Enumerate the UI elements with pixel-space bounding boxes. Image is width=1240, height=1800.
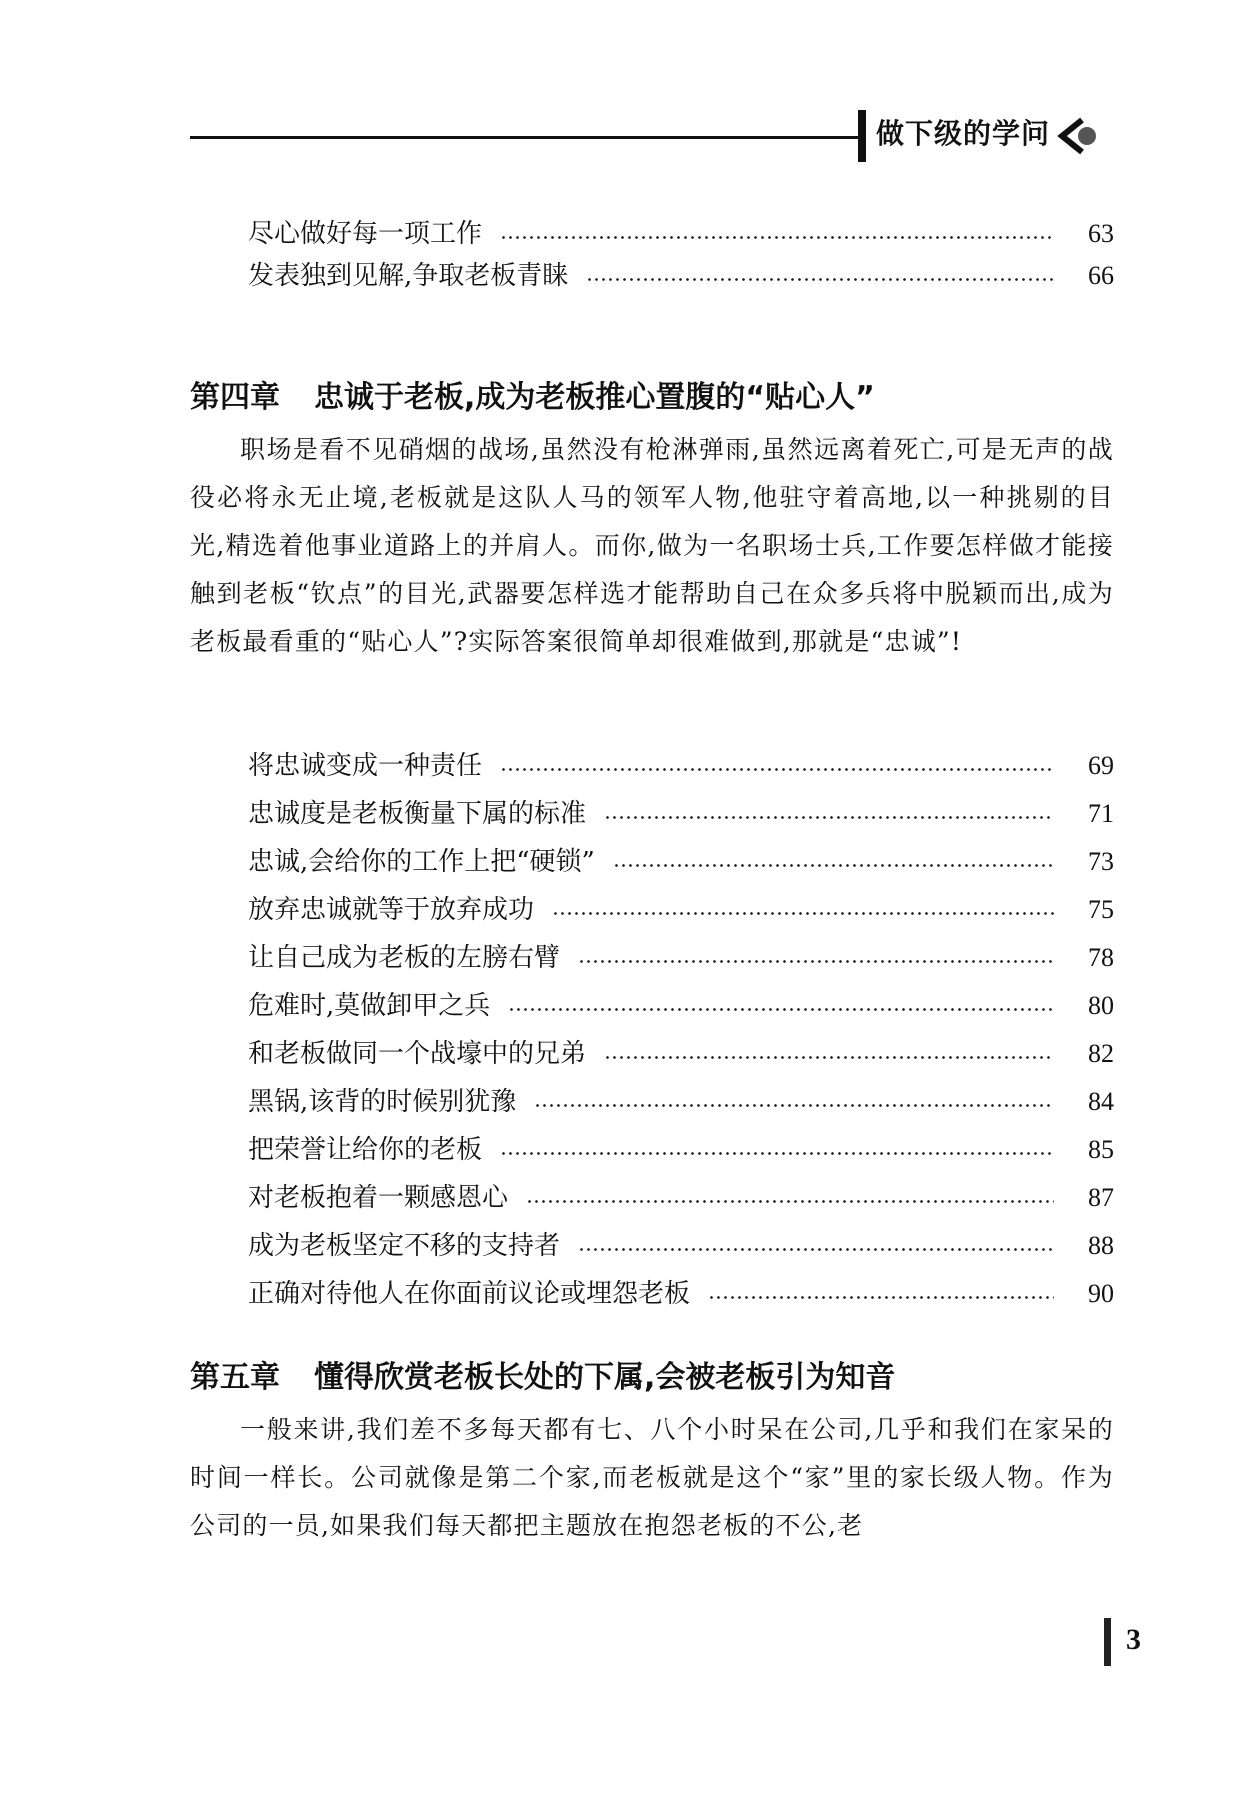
toc-leader-dots (613, 864, 1054, 867)
toc-leader-dots (578, 960, 1054, 963)
toc-entry-title: 对老板抱着一颗感恩心 (248, 1183, 509, 1213)
toc-entry-title: 将忠诚变成一种责任 (248, 751, 483, 781)
header-rule (190, 136, 858, 139)
toc-entry-page: 84 (1088, 1087, 1114, 1116)
chevron-ornament-icon (1054, 116, 1100, 156)
toc-leader-dots (586, 278, 1054, 281)
toc-leader-dots (578, 1248, 1054, 1251)
toc-leader-dots (526, 1200, 1054, 1203)
toc-entry-title: 黑锅,该背的时候别犹豫 (248, 1087, 517, 1117)
chapter-4-heading[interactable] (190, 376, 875, 420)
toc-entry-title: 忠诚,会给你的工作上把“硬锁” (248, 847, 595, 877)
chapter-number: 第四章 (190, 380, 280, 415)
toc-entry-page: 71 (1088, 799, 1114, 828)
book-title: 做下级的学问 (876, 117, 1051, 150)
toc-entry-title: 尽心做好每一项工作 (248, 219, 483, 249)
chapter-4-intro: 职场是看不见硝烟的战场,虽然没有枪淋弹雨,虽然远离着死亡,可是无声的战役必将永无止境,老板就是这队人马的领军人物,他驻守着高地,以一种挑剔的目光,精选着他事业道路上的并肩人。而你,做为一名职场士兵,工作要怎样做才能接触到老板“钦点”的目光,武器要怎样选才能帮助自己在众多兵将中脱颖而出,成为老板最看重的“贴心人”?实际答案很简单却很难做到,那就是“忠诚”! (190, 435, 1114, 656)
toc-leader-dots (534, 1104, 1054, 1107)
footer-bar (1104, 1618, 1111, 1666)
toc-entry-title: 和老板做同一个战壕中的兄弟 (248, 1039, 587, 1069)
toc-entry[interactable] (248, 986, 1114, 1026)
toc-entry-title: 把荣誉让给你的老板 (248, 1135, 483, 1165)
toc-entry-title: 忠诚度是老板衡量下属的标准 (248, 799, 587, 829)
toc-leader-dots (708, 1296, 1054, 1299)
toc-entry[interactable] (248, 1274, 1114, 1314)
chapter-title: 懂得欣赏老板长处的下属,会被老板引为知音 (314, 1360, 896, 1395)
chapter-title: 忠诚于老板,成为老板推心置腹的“贴心人” (314, 380, 875, 415)
toc-leader-dots (508, 1008, 1054, 1011)
toc-entry[interactable] (248, 1130, 1114, 1170)
toc-leader-dots (604, 1056, 1054, 1059)
toc-entry-title: 发表独到见解,争取老板青睐 (248, 261, 569, 291)
toc-entry-title: 放弃忠诚就等于放弃成功 (248, 895, 535, 925)
toc-entry[interactable] (248, 256, 1114, 296)
toc-entry[interactable] (248, 890, 1114, 930)
toc-entry-page: 90 (1088, 1279, 1114, 1308)
toc-entry[interactable] (248, 938, 1114, 978)
page-number: 3 (1126, 1623, 1141, 1656)
toc-entry-page: 78 (1088, 943, 1114, 972)
chapter-number: 第五章 (190, 1360, 280, 1395)
toc-entry-title: 危难时,莫做卸甲之兵 (248, 991, 491, 1021)
toc-entry-title: 成为老板坚定不移的支持者 (248, 1231, 561, 1261)
toc-leader-dots (500, 1152, 1054, 1155)
toc-leader-dots (500, 236, 1054, 239)
chapter-5-intro: 一般来讲,我们差不多每天都有七、八个小时呆在公司,几乎和我们在家呆的时间一样长。公司就像是第二个家,而老板就是这个“家”里的家长级人物。作为公司的一员,如果我们每天都把主题放在抱怨老板的不公,老 (190, 1415, 1114, 1540)
toc-entry-page: 80 (1088, 991, 1114, 1020)
toc-leader-dots (500, 768, 1054, 771)
toc-entry[interactable] (248, 746, 1114, 786)
toc-entry-page: 69 (1088, 751, 1114, 780)
toc-entry-page: 75 (1088, 895, 1114, 924)
toc-entry[interactable] (248, 1178, 1114, 1218)
toc-entry-title: 让自己成为老板的左膀右臂 (248, 943, 561, 973)
toc-entry[interactable] (248, 794, 1114, 834)
toc-entry[interactable] (248, 1082, 1114, 1122)
toc-entry[interactable] (248, 842, 1114, 882)
toc-entry-page: 82 (1088, 1039, 1114, 1068)
header-bar (858, 110, 866, 162)
toc-entry-page: 66 (1088, 261, 1114, 290)
toc-entry[interactable] (248, 1034, 1114, 1074)
toc-entry-page: 87 (1088, 1183, 1114, 1212)
toc-entry-page: 88 (1088, 1231, 1114, 1260)
chapter-5-heading[interactable] (190, 1356, 895, 1400)
toc-leader-dots (552, 912, 1054, 915)
toc-entry-title: 正确对待他人在你面前议论或埋怨老板 (248, 1279, 691, 1309)
toc-entry[interactable] (248, 214, 1114, 254)
toc-entry-page: 85 (1088, 1135, 1114, 1164)
toc-entry[interactable] (248, 1226, 1114, 1266)
toc-entry-page: 73 (1088, 847, 1114, 876)
toc-entry-page: 63 (1088, 219, 1114, 248)
toc-leader-dots (604, 816, 1054, 819)
